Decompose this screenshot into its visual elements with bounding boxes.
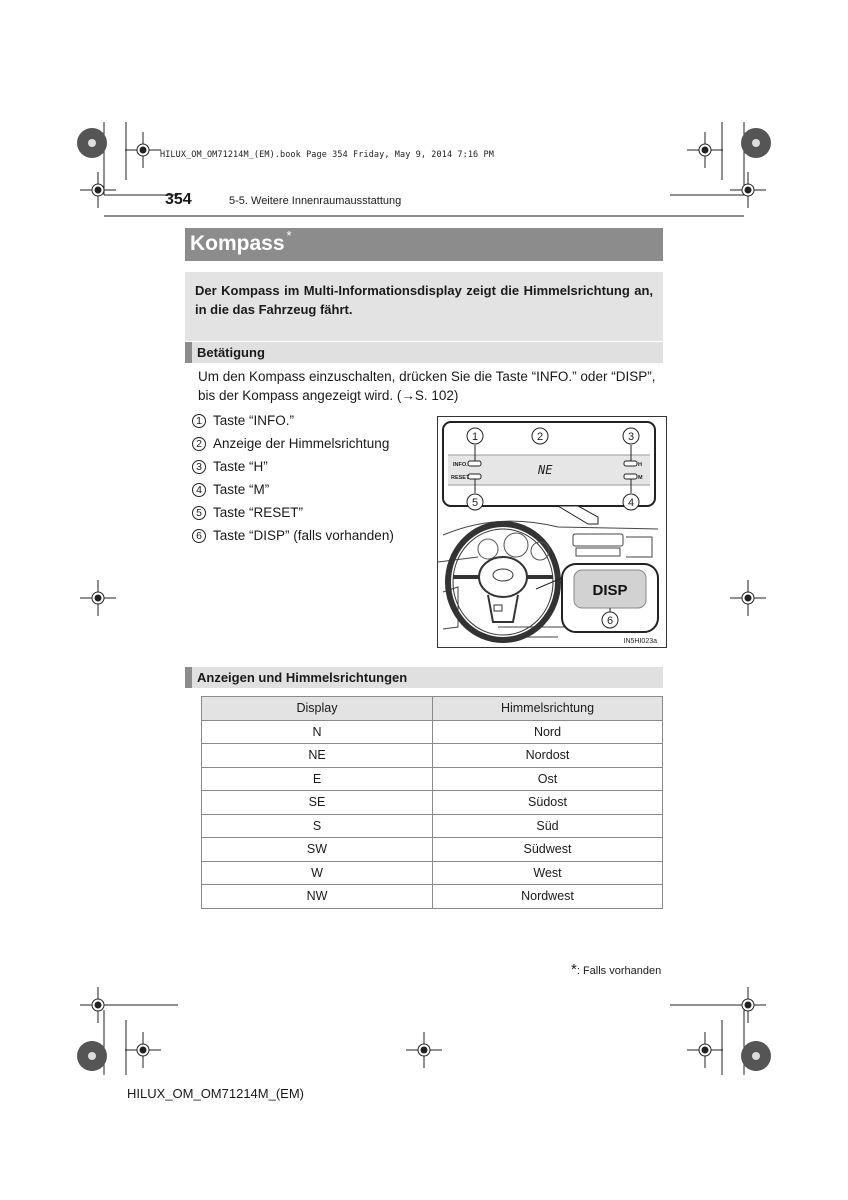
table-row: [202, 791, 663, 815]
footnote-text: : Falls vorhanden: [576, 965, 662, 977]
page-title-bar: [185, 228, 663, 261]
section-heading-label: Betätigung: [197, 345, 265, 360]
table-row: [202, 814, 663, 838]
reset-label: RESET: [451, 475, 470, 481]
figure-callout-3: 3: [627, 431, 635, 443]
callout-number: 3: [192, 460, 206, 474]
figure-callout-2: 2: [536, 431, 544, 443]
callout-number: 2: [192, 437, 206, 451]
list-item-text: Taste “DISP” (falls vorhanden): [213, 528, 394, 543]
section-heading-label: Anzeigen und Himmelsrichtungen: [197, 670, 408, 685]
figure-callout-6: 6: [606, 615, 614, 627]
list-item: [192, 524, 394, 547]
heading-bar: [185, 667, 192, 688]
table-row: [202, 885, 663, 909]
list-item-text: Taste “RESET”: [213, 505, 304, 520]
intro-box: Der Kompass im Multi-Informationsdisplay zeigt die Himmelsrichtung an, in die das Fahrzeug fährt.: [185, 272, 663, 341]
figure-code: IN5HI023a: [623, 638, 657, 645]
dashboard-figure: [437, 416, 667, 648]
m-label: M: [638, 475, 643, 481]
table-cell: Nordwest: [433, 885, 663, 909]
figure-callout-5: 5: [471, 497, 479, 509]
page-number: 354: [165, 191, 192, 208]
footer-document-code: HILUX_OM_OM71214M_(EM): [127, 1086, 304, 1101]
column-header-display: Display: [202, 697, 433, 721]
table-cell: W: [202, 861, 433, 885]
footnote-star: *: [571, 961, 577, 978]
callout-number: 4: [192, 483, 206, 497]
callout-number: 6: [192, 529, 206, 543]
table-row: [202, 744, 663, 768]
section-breadcrumb: 5-5. Weitere Innenraumausstattung: [229, 195, 402, 207]
table-cell: N: [202, 720, 433, 744]
footnote: [571, 961, 661, 978]
operation-text: Um den Kompass einzuschalten, drücken Sie die Taste “INFO.” oder “DISP”, bis der Kompass angezeigt wird. (→S. 102): [198, 369, 656, 403]
table-cell: NW: [202, 885, 433, 909]
list-item: [192, 409, 394, 432]
table-cell: NE: [202, 744, 433, 768]
print-info-line: HILUX_OM_OM71214M_(EM).book Page 354 Friday, May 9, 2014 7:16 PM: [160, 150, 494, 160]
directions-table: [201, 696, 663, 909]
table-cell: Südost: [433, 791, 663, 815]
table-cell: E: [202, 767, 433, 791]
title-asterisk: *: [286, 228, 292, 243]
list-item-text: Taste “H”: [213, 459, 268, 474]
callout-list: [192, 409, 394, 547]
list-item: [192, 455, 394, 478]
callout-number: 5: [192, 506, 206, 520]
table-row: [202, 861, 663, 885]
table-cell: Südwest: [433, 838, 663, 862]
column-header-direction: Himmelsrichtung: [433, 697, 663, 721]
table-cell: West: [433, 861, 663, 885]
list-item-text: Taste “INFO.”: [213, 413, 295, 428]
h-label: H: [638, 462, 642, 468]
table-cell: Süd: [433, 814, 663, 838]
list-item: [192, 478, 394, 501]
list-item: [192, 501, 394, 524]
table-row: [202, 838, 663, 862]
heading-bar: [185, 342, 192, 363]
figure-callout-1: 1: [471, 431, 479, 443]
table-cell: Ost: [433, 767, 663, 791]
list-item-text: Anzeige der Himmelsrichtung: [213, 436, 390, 451]
table-row: [202, 720, 663, 744]
info-label: INFO.: [453, 462, 468, 468]
callout-number: 1: [192, 414, 206, 428]
page-title: [190, 228, 292, 256]
table-cell: SW: [202, 838, 433, 862]
table-cell: S: [202, 814, 433, 838]
table-row: [202, 767, 663, 791]
list-item: [192, 432, 394, 455]
figure-callout-4: 4: [627, 497, 635, 509]
disp-button-label: DISP: [592, 582, 628, 599]
header-rule: [104, 215, 744, 217]
table-cell: Nordost: [433, 744, 663, 768]
compass-display-value: NE: [538, 463, 553, 477]
section-heading-operation: [185, 342, 663, 363]
table-cell: SE: [202, 791, 433, 815]
table-cell: Nord: [433, 720, 663, 744]
page-title-text: Kompass: [190, 232, 285, 255]
table-header-row: [202, 697, 663, 721]
list-item-text: Taste “M”: [213, 482, 270, 497]
section-heading-displays: [185, 667, 663, 688]
dashboard-illustration: [438, 417, 666, 647]
